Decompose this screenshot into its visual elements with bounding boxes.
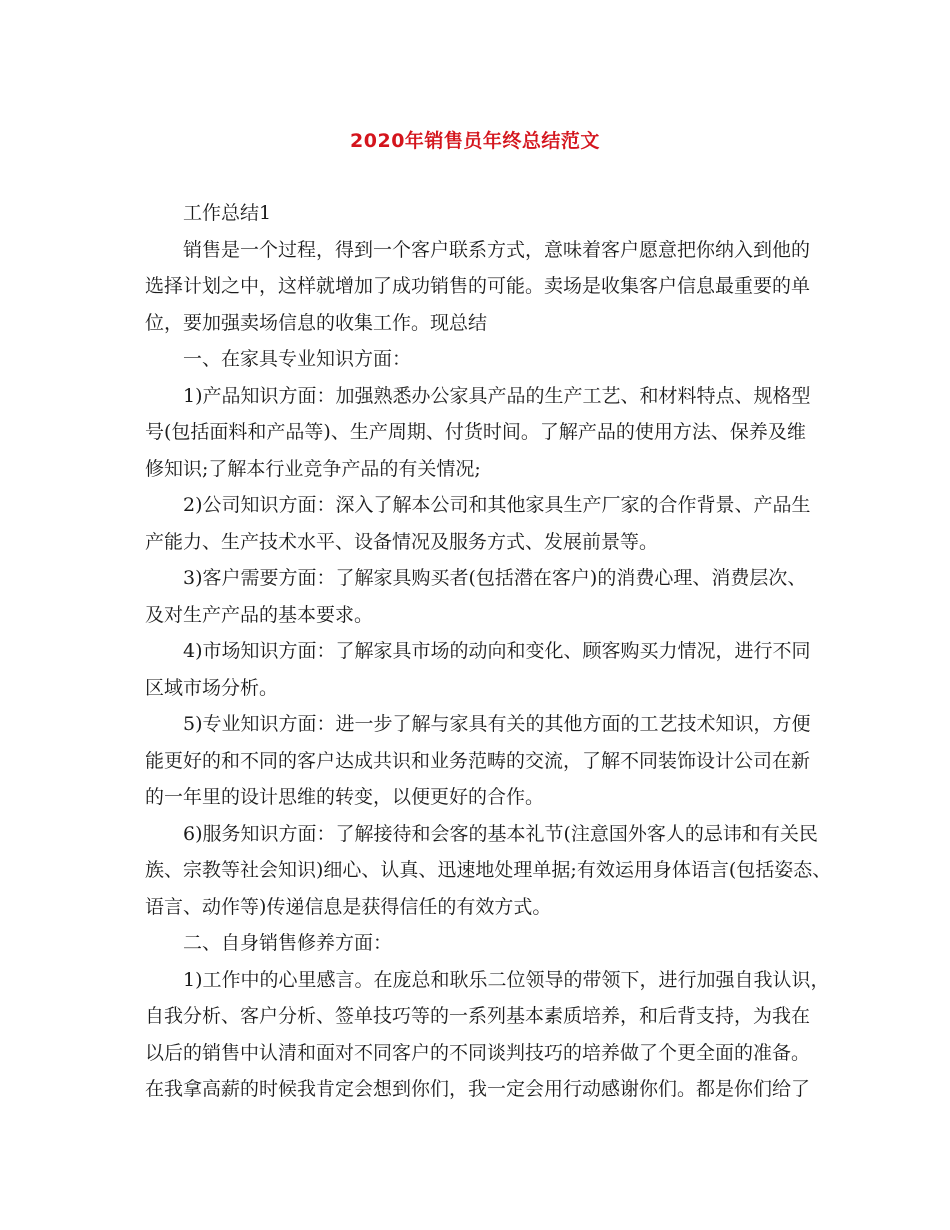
text-line: 能更好的和不同的客户达成共识和业务范畴的交流，了解不同装饰设计公司在新 [145,749,811,772]
text-line: 产能力、生产技术水平、设备情况及服务方式、发展前景等。 [145,530,659,553]
text-line: 修知识;了解本行业竞争产品的有关情况; [145,457,481,480]
text-line: 族、宗教等社会知识)细心、认真、迅速地处理单据;有效运用身体语言(包括姿态、 [145,859,832,881]
text-line: 自我分析、客户分析、签单技巧等的一系列基本素质培养，和后背支持，为我在 [145,1005,811,1027]
document-title: 2020年销售员年终总结范文 [350,130,600,152]
text-line: 5)专业知识方面：进一步了解与家具有关的其他方面的工艺技术知识，方便 [183,713,811,735]
text-line: 的一年里的设计思维的转变，以便更好的合作。 [145,786,545,808]
text-line: 在我拿高薪的时候我肯定会想到你们，我一定会用行动感谢你们。都是你们给了 [145,1078,811,1100]
text-line: 语言、动作等)传递信息是获得信任的有效方式。 [145,895,552,918]
text-line: 工作总结1 [183,202,272,224]
text-line: 6)服务知识方面：了解接待和会客的基本礼节(注意国外客人的忌讳和有关民 [183,822,818,845]
text-line: 号(包括面料和产品等)、生产周期、付货时间。了解产品的使用方法、保养及维 [145,421,806,443]
text-line: 位，要加强卖场信息的收集工作。现总结 [145,311,488,334]
text-line: 销售是一个过程，得到一个客户联系方式，意味着客户愿意把你纳入到他的 [183,238,811,261]
text-line: 1)产品知识方面：加强熟悉办公家具产品的生产工艺、和材料特点、规格型 [183,384,811,407]
text-line: 区域市场分析。 [145,676,279,699]
text-line: 1)工作中的心里感言。在庞总和耿乐二位领导的带领下，进行加强自我认识， [183,968,830,991]
text-line: 3)客户需要方面：了解家具购买者(包括潜在客户)的消费心理、消费层次、 [183,567,807,589]
text-line: 2)公司知识方面：深入了解本公司和其他家具生产厂家的合作背景、产品生 [183,494,811,516]
text-line: 及对生产产品的基本要求。 [145,603,374,626]
text-line: 4)市场知识方面：了解家具市场的动向和变化、顾客购买力情况，进行不同 [183,640,811,662]
text-line: 二、自身销售修养方面： [183,932,393,954]
text-line: 一、在家具专业知识方面： [183,348,412,370]
text-line: 选择计划之中，这样就增加了成功销售的可能。卖场是收集客户信息最重要的单 [145,275,811,297]
text-line: 以后的销售中认清和面对不同客户的不同谈判技巧的培养做了个更全面的准备。 [145,1041,811,1064]
document-body [145,195,835,1108]
